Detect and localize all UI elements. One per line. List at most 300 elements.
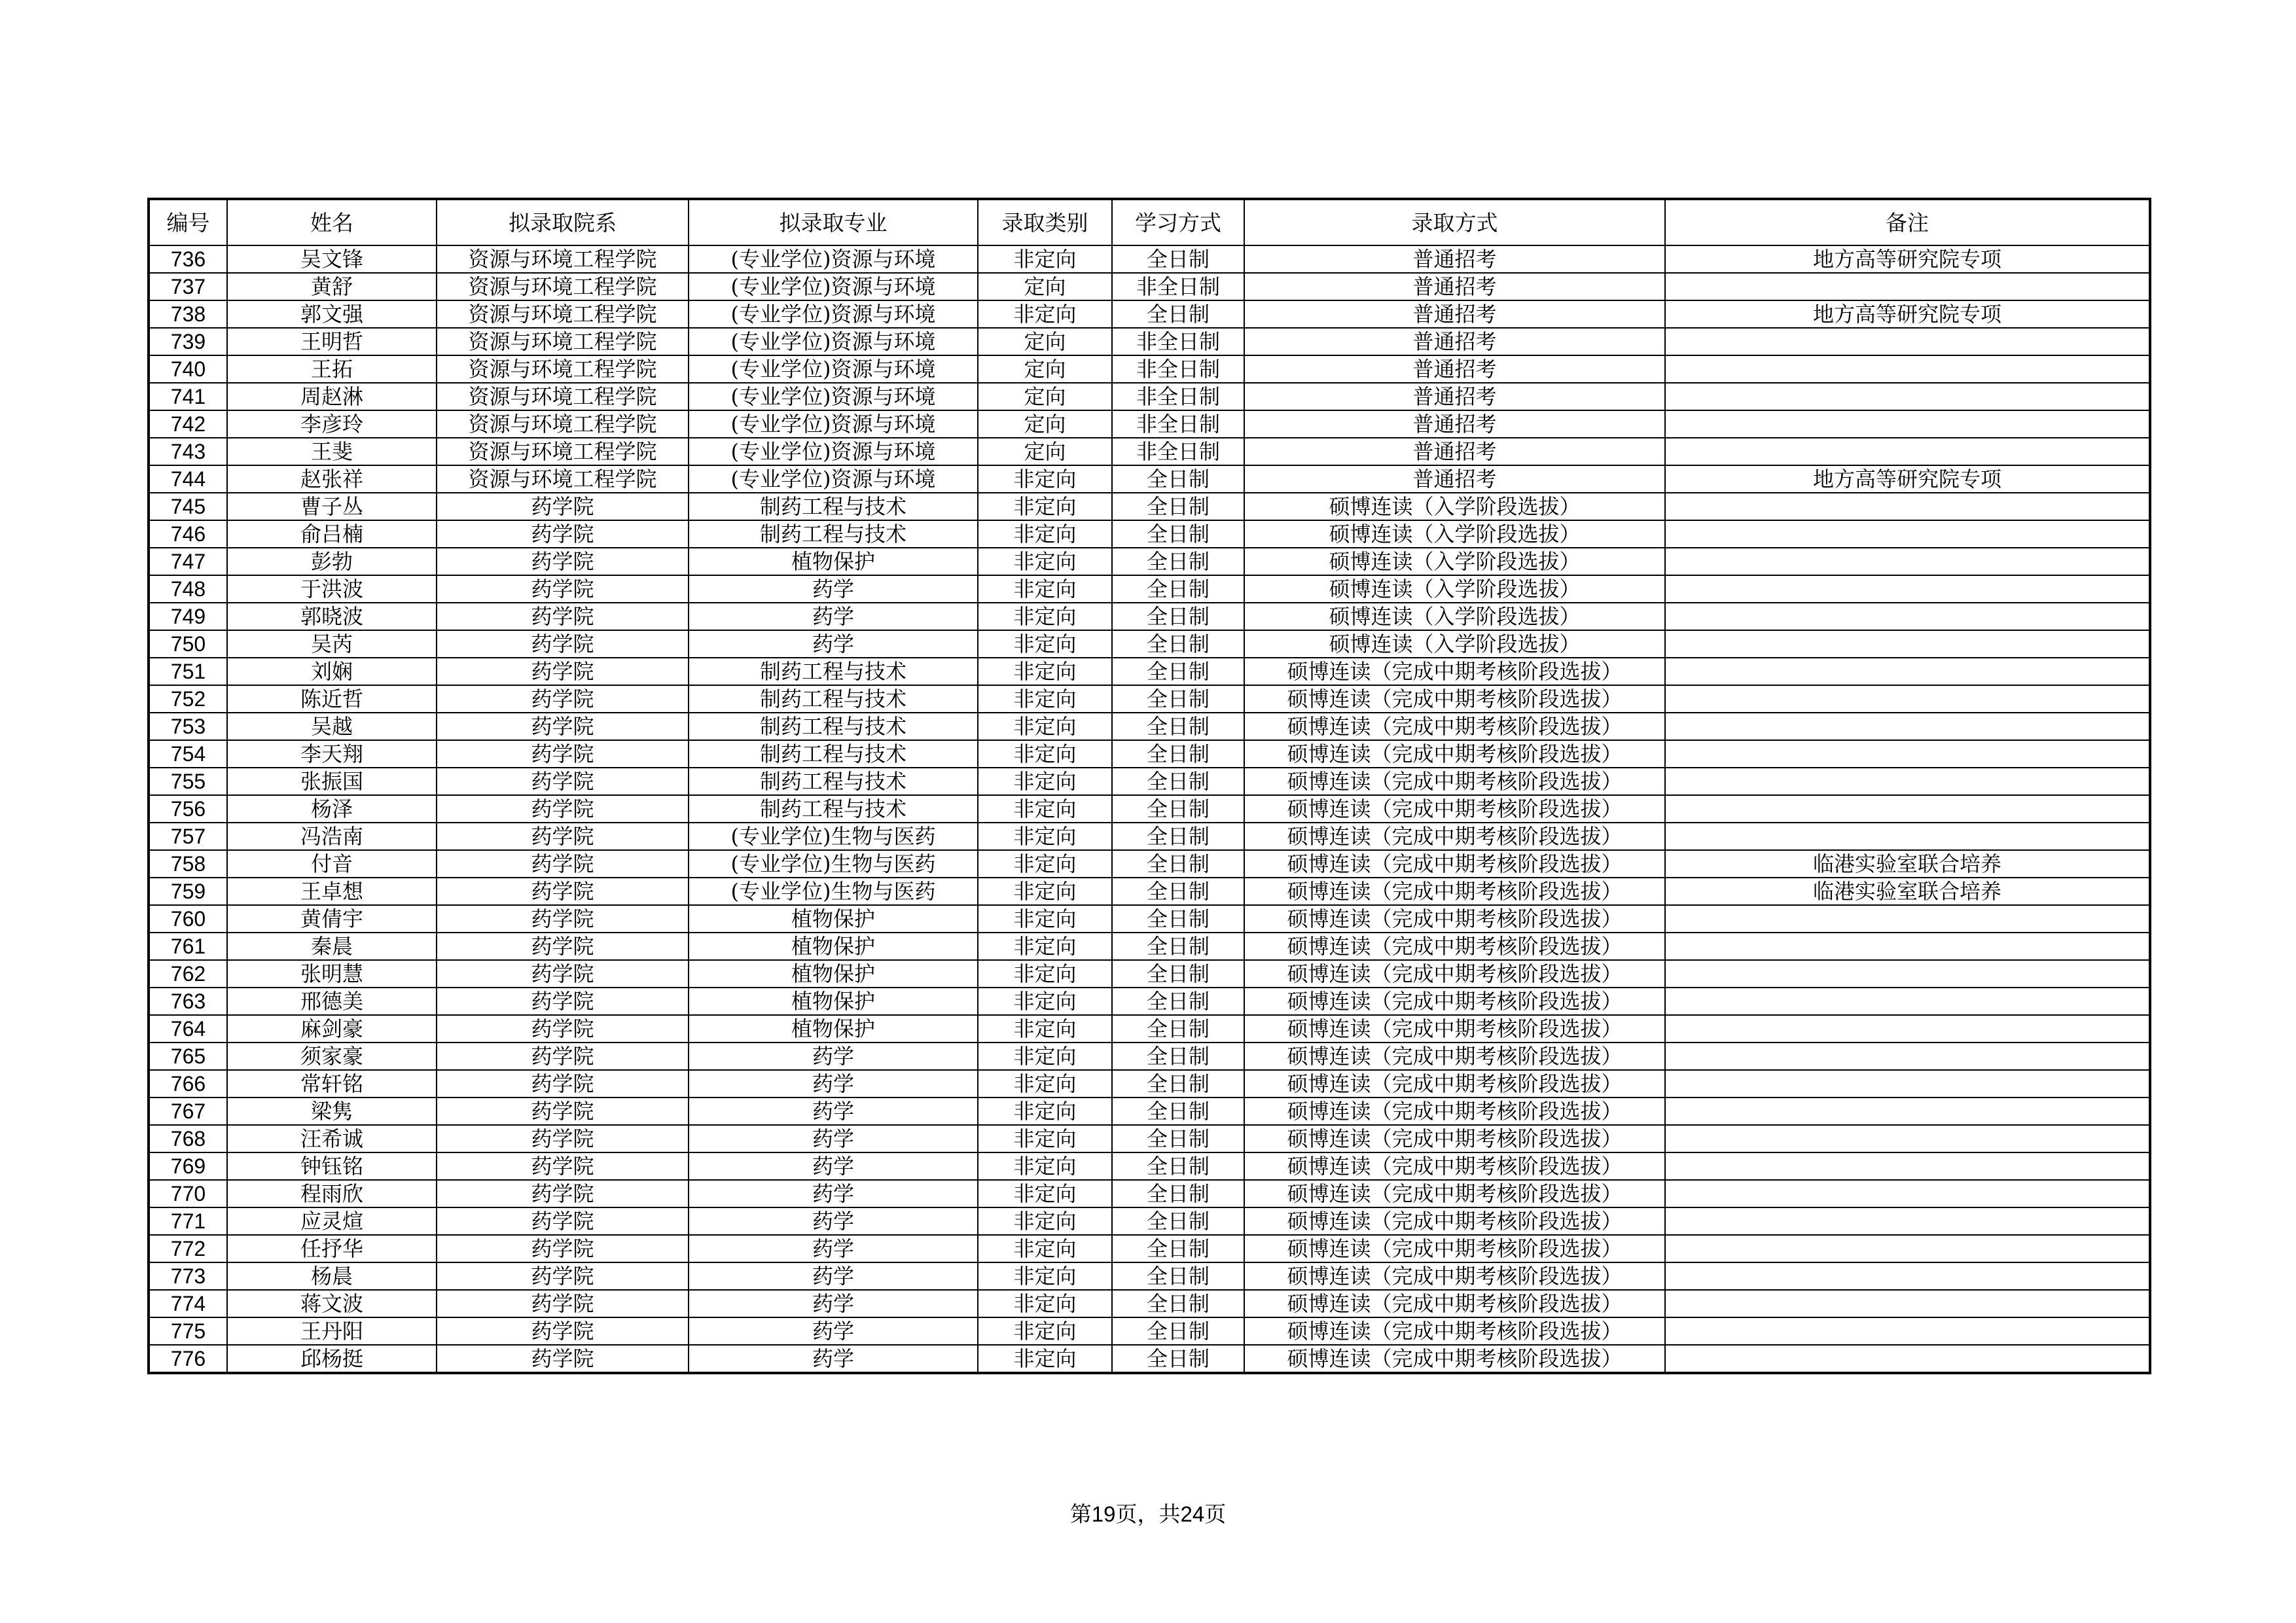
major-cell: 药学 bbox=[689, 1235, 978, 1262]
major-cell: 药学 bbox=[689, 1070, 978, 1097]
header-cell: 录取方式 bbox=[1244, 199, 1665, 245]
name-cell: 张明慧 bbox=[227, 960, 437, 988]
name-cell: 任抒华 bbox=[227, 1235, 437, 1262]
name-cell: 刘娴 bbox=[227, 658, 437, 685]
admission-method-cell: 普通招考 bbox=[1244, 355, 1665, 383]
study-mode-cell: 全日制 bbox=[1112, 1097, 1244, 1125]
id-cell: 736 bbox=[149, 245, 227, 273]
id-cell: 748 bbox=[149, 575, 227, 603]
id-cell: 749 bbox=[149, 603, 227, 630]
major-cell: 药学 bbox=[689, 1262, 978, 1290]
study-mode-cell: 全日制 bbox=[1112, 1262, 1244, 1290]
category-cell: 非定向 bbox=[978, 685, 1112, 713]
remark-cell bbox=[1665, 1262, 2150, 1290]
admission-method-cell: 硕博连读（完成中期考核阶段选拔） bbox=[1244, 905, 1665, 933]
remark-cell bbox=[1665, 1043, 2150, 1070]
id-cell: 773 bbox=[149, 1262, 227, 1290]
remark-cell: 地方高等研究院专项 bbox=[1665, 245, 2150, 273]
category-cell: 非定向 bbox=[978, 1152, 1112, 1180]
admission-method-cell: 硕博连读（完成中期考核阶段选拔） bbox=[1244, 1262, 1665, 1290]
department-cell: 药学院 bbox=[437, 630, 689, 658]
category-cell: 定向 bbox=[978, 355, 1112, 383]
remark-cell bbox=[1665, 713, 2150, 740]
major-cell: 药学 bbox=[689, 630, 978, 658]
admission-method-cell: 硕博连读（完成中期考核阶段选拔） bbox=[1244, 685, 1665, 713]
admission-method-cell: 硕博连读（入学阶段选拔） bbox=[1244, 603, 1665, 630]
name-cell: 王卓想 bbox=[227, 878, 437, 905]
admission-method-cell: 硕博连读（入学阶段选拔） bbox=[1244, 630, 1665, 658]
category-cell: 非定向 bbox=[978, 603, 1112, 630]
table-row bbox=[149, 768, 2150, 795]
study-mode-cell: 全日制 bbox=[1112, 933, 1244, 960]
department-cell: 资源与环境工程学院 bbox=[437, 383, 689, 410]
study-mode-cell: 全日制 bbox=[1112, 823, 1244, 850]
major-cell: 制药工程与技术 bbox=[689, 795, 978, 823]
table-row bbox=[149, 960, 2150, 988]
study-mode-cell: 全日制 bbox=[1112, 905, 1244, 933]
major-cell: 药学 bbox=[689, 1043, 978, 1070]
id-cell: 767 bbox=[149, 1097, 227, 1125]
remark-cell bbox=[1665, 1152, 2150, 1180]
category-cell: 定向 bbox=[978, 328, 1112, 355]
study-mode-cell: 全日制 bbox=[1112, 988, 1244, 1015]
major-cell: 药学 bbox=[689, 603, 978, 630]
major-cell: 药学 bbox=[689, 1152, 978, 1180]
header-cell: 姓名 bbox=[227, 199, 437, 245]
table-row bbox=[149, 520, 2150, 548]
study-mode-cell: 全日制 bbox=[1112, 1043, 1244, 1070]
admission-method-cell: 硕博连读（入学阶段选拔） bbox=[1244, 520, 1665, 548]
id-cell: 740 bbox=[149, 355, 227, 383]
id-cell: 745 bbox=[149, 493, 227, 520]
name-cell: 陈近哲 bbox=[227, 685, 437, 713]
major-cell: 药学 bbox=[689, 1345, 978, 1373]
remark-cell bbox=[1665, 328, 2150, 355]
id-cell: 739 bbox=[149, 328, 227, 355]
table-row bbox=[149, 1207, 2150, 1235]
remark-cell bbox=[1665, 933, 2150, 960]
admission-method-cell: 硕博连读（完成中期考核阶段选拔） bbox=[1244, 740, 1665, 768]
category-cell: 非定向 bbox=[978, 1345, 1112, 1373]
major-cell: 药学 bbox=[689, 575, 978, 603]
major-cell: 制药工程与技术 bbox=[689, 493, 978, 520]
study-mode-cell: 全日制 bbox=[1112, 1015, 1244, 1043]
name-cell: 王明哲 bbox=[227, 328, 437, 355]
table-row bbox=[149, 1043, 2150, 1070]
id-cell: 764 bbox=[149, 1015, 227, 1043]
header-cell: 录取类别 bbox=[978, 199, 1112, 245]
department-cell: 药学院 bbox=[437, 713, 689, 740]
admission-method-cell: 普通招考 bbox=[1244, 273, 1665, 300]
table-row bbox=[149, 795, 2150, 823]
id-cell: 774 bbox=[149, 1290, 227, 1317]
id-cell: 750 bbox=[149, 630, 227, 658]
study-mode-cell: 非全日制 bbox=[1112, 438, 1244, 465]
category-cell: 非定向 bbox=[978, 1262, 1112, 1290]
table-body bbox=[149, 245, 2150, 1373]
id-cell: 741 bbox=[149, 383, 227, 410]
name-cell: 邱杨挺 bbox=[227, 1345, 437, 1373]
admission-method-cell: 硕博连读（完成中期考核阶段选拔） bbox=[1244, 1070, 1665, 1097]
name-cell: 张振国 bbox=[227, 768, 437, 795]
category-cell: 定向 bbox=[978, 410, 1112, 438]
study-mode-cell: 全日制 bbox=[1112, 685, 1244, 713]
department-cell: 药学院 bbox=[437, 850, 689, 878]
remark-cell bbox=[1665, 520, 2150, 548]
name-cell: 钟钰铭 bbox=[227, 1152, 437, 1180]
admission-method-cell: 硕博连读（完成中期考核阶段选拔） bbox=[1244, 988, 1665, 1015]
name-cell: 赵张祥 bbox=[227, 465, 437, 493]
study-mode-cell: 全日制 bbox=[1112, 1070, 1244, 1097]
category-cell: 非定向 bbox=[978, 1235, 1112, 1262]
remark-cell bbox=[1665, 905, 2150, 933]
department-cell: 药学院 bbox=[437, 1097, 689, 1125]
study-mode-cell: 全日制 bbox=[1112, 878, 1244, 905]
admission-method-cell: 硕博连读（完成中期考核阶段选拔） bbox=[1244, 1290, 1665, 1317]
header-cell: 备注 bbox=[1665, 199, 2150, 245]
table-row bbox=[149, 465, 2150, 493]
admission-method-cell: 普通招考 bbox=[1244, 465, 1665, 493]
id-cell: 751 bbox=[149, 658, 227, 685]
remark-cell bbox=[1665, 438, 2150, 465]
name-cell: 程雨欣 bbox=[227, 1180, 437, 1207]
table-row bbox=[149, 1015, 2150, 1043]
name-cell: 冯浩南 bbox=[227, 823, 437, 850]
table-row bbox=[149, 1290, 2150, 1317]
admission-method-cell: 硕博连读（完成中期考核阶段选拔） bbox=[1244, 713, 1665, 740]
study-mode-cell: 全日制 bbox=[1112, 1290, 1244, 1317]
remark-cell bbox=[1665, 1070, 2150, 1097]
major-cell: 制药工程与技术 bbox=[689, 658, 978, 685]
admission-method-cell: 硕博连读（完成中期考核阶段选拔） bbox=[1244, 1345, 1665, 1373]
admission-method-cell: 硕博连读（入学阶段选拔） bbox=[1244, 575, 1665, 603]
department-cell: 药学院 bbox=[437, 1207, 689, 1235]
table-row bbox=[149, 383, 2150, 410]
remark-cell bbox=[1665, 658, 2150, 685]
table-row bbox=[149, 905, 2150, 933]
footer-prefix: 第 bbox=[1069, 1501, 1092, 1527]
admission-method-cell: 普通招考 bbox=[1244, 300, 1665, 328]
major-cell: 制药工程与技术 bbox=[689, 768, 978, 795]
name-cell: 周赵淋 bbox=[227, 383, 437, 410]
study-mode-cell: 全日制 bbox=[1112, 603, 1244, 630]
name-cell: 于洪波 bbox=[227, 575, 437, 603]
table-row bbox=[149, 273, 2150, 300]
name-cell: 吴越 bbox=[227, 713, 437, 740]
major-cell: (专业学位)资源与环境 bbox=[689, 410, 978, 438]
table-row bbox=[149, 300, 2150, 328]
id-cell: 754 bbox=[149, 740, 227, 768]
department-cell: 药学院 bbox=[437, 768, 689, 795]
admission-method-cell: 硕博连读（完成中期考核阶段选拔） bbox=[1244, 1207, 1665, 1235]
major-cell: 制药工程与技术 bbox=[689, 740, 978, 768]
study-mode-cell: 全日制 bbox=[1112, 1180, 1244, 1207]
admission-method-cell: 硕博连读（完成中期考核阶段选拔） bbox=[1244, 960, 1665, 988]
table-row bbox=[149, 548, 2150, 575]
study-mode-cell: 全日制 bbox=[1112, 740, 1244, 768]
footer-total-pages: 24 bbox=[1180, 1502, 1205, 1526]
major-cell: (专业学位)资源与环境 bbox=[689, 273, 978, 300]
category-cell: 非定向 bbox=[978, 1290, 1112, 1317]
department-cell: 药学院 bbox=[437, 548, 689, 575]
admission-method-cell: 普通招考 bbox=[1244, 383, 1665, 410]
category-cell: 非定向 bbox=[978, 575, 1112, 603]
admission-method-cell: 硕博连读（完成中期考核阶段选拔） bbox=[1244, 795, 1665, 823]
admission-method-cell: 普通招考 bbox=[1244, 438, 1665, 465]
table-row bbox=[149, 1235, 2150, 1262]
department-cell: 药学院 bbox=[437, 1345, 689, 1373]
admission-method-cell: 硕博连读（完成中期考核阶段选拔） bbox=[1244, 1125, 1665, 1152]
department-cell: 资源与环境工程学院 bbox=[437, 300, 689, 328]
remark-cell bbox=[1665, 1345, 2150, 1373]
header-cell: 编号 bbox=[149, 199, 227, 245]
id-cell: 757 bbox=[149, 823, 227, 850]
name-cell: 李彦玲 bbox=[227, 410, 437, 438]
table-row bbox=[149, 850, 2150, 878]
name-cell: 黄舒 bbox=[227, 273, 437, 300]
major-cell: (专业学位)资源与环境 bbox=[689, 383, 978, 410]
department-cell: 药学院 bbox=[437, 988, 689, 1015]
name-cell: 麻剑豪 bbox=[227, 1015, 437, 1043]
category-cell: 定向 bbox=[978, 438, 1112, 465]
remark-cell bbox=[1665, 740, 2150, 768]
remark-cell: 地方高等研究院专项 bbox=[1665, 300, 2150, 328]
category-cell: 非定向 bbox=[978, 960, 1112, 988]
major-cell: (专业学位)资源与环境 bbox=[689, 465, 978, 493]
id-cell: 753 bbox=[149, 713, 227, 740]
major-cell: (专业学位)资源与环境 bbox=[689, 355, 978, 383]
admission-method-cell: 普通招考 bbox=[1244, 328, 1665, 355]
remark-cell bbox=[1665, 685, 2150, 713]
table-row bbox=[149, 1317, 2150, 1345]
remark-cell bbox=[1665, 273, 2150, 300]
admission-method-cell: 硕博连读（完成中期考核阶段选拔） bbox=[1244, 933, 1665, 960]
study-mode-cell: 全日制 bbox=[1112, 850, 1244, 878]
id-cell: 763 bbox=[149, 988, 227, 1015]
id-cell: 746 bbox=[149, 520, 227, 548]
admission-method-cell: 硕博连读（完成中期考核阶段选拔） bbox=[1244, 850, 1665, 878]
study-mode-cell: 全日制 bbox=[1112, 548, 1244, 575]
study-mode-cell: 全日制 bbox=[1112, 713, 1244, 740]
major-cell: 药学 bbox=[689, 1290, 978, 1317]
department-cell: 药学院 bbox=[437, 1317, 689, 1345]
remark-cell bbox=[1665, 355, 2150, 383]
category-cell: 非定向 bbox=[978, 988, 1112, 1015]
admission-method-cell: 硕博连读（入学阶段选拔） bbox=[1244, 548, 1665, 575]
admission-method-cell: 硕博连读（完成中期考核阶段选拔） bbox=[1244, 1317, 1665, 1345]
major-cell: 制药工程与技术 bbox=[689, 685, 978, 713]
table-row bbox=[149, 878, 2150, 905]
remark-cell bbox=[1665, 823, 2150, 850]
category-cell: 非定向 bbox=[978, 713, 1112, 740]
name-cell: 秦晨 bbox=[227, 933, 437, 960]
table-row bbox=[149, 410, 2150, 438]
major-cell: 药学 bbox=[689, 1207, 978, 1235]
admission-method-cell: 硕博连读（完成中期考核阶段选拔） bbox=[1244, 1015, 1665, 1043]
id-cell: 775 bbox=[149, 1317, 227, 1345]
study-mode-cell: 非全日制 bbox=[1112, 273, 1244, 300]
study-mode-cell: 全日制 bbox=[1112, 493, 1244, 520]
table-row bbox=[149, 713, 2150, 740]
remark-cell: 临港实验室联合培养 bbox=[1665, 850, 2150, 878]
category-cell: 非定向 bbox=[978, 1097, 1112, 1125]
category-cell: 非定向 bbox=[978, 465, 1112, 493]
study-mode-cell: 全日制 bbox=[1112, 768, 1244, 795]
admission-method-cell: 硕博连读（完成中期考核阶段选拔） bbox=[1244, 1235, 1665, 1262]
study-mode-cell: 非全日制 bbox=[1112, 355, 1244, 383]
category-cell: 非定向 bbox=[978, 1070, 1112, 1097]
name-cell: 俞吕楠 bbox=[227, 520, 437, 548]
department-cell: 药学院 bbox=[437, 740, 689, 768]
admission-method-cell: 普通招考 bbox=[1244, 245, 1665, 273]
department-cell: 药学院 bbox=[437, 520, 689, 548]
study-mode-cell: 全日制 bbox=[1112, 1345, 1244, 1373]
major-cell: 植物保护 bbox=[689, 960, 978, 988]
category-cell: 非定向 bbox=[978, 658, 1112, 685]
department-cell: 药学院 bbox=[437, 1070, 689, 1097]
major-cell: (专业学位)资源与环境 bbox=[689, 300, 978, 328]
table-row bbox=[149, 823, 2150, 850]
name-cell: 郭晓波 bbox=[227, 603, 437, 630]
name-cell: 彭勃 bbox=[227, 548, 437, 575]
admission-method-cell: 硕博连读（完成中期考核阶段选拔） bbox=[1244, 768, 1665, 795]
name-cell: 杨晨 bbox=[227, 1262, 437, 1290]
category-cell: 非定向 bbox=[978, 933, 1112, 960]
table-row bbox=[149, 1262, 2150, 1290]
department-cell: 药学院 bbox=[437, 1152, 689, 1180]
department-cell: 药学院 bbox=[437, 1290, 689, 1317]
id-cell: 766 bbox=[149, 1070, 227, 1097]
id-cell: 771 bbox=[149, 1207, 227, 1235]
remark-cell bbox=[1665, 1180, 2150, 1207]
study-mode-cell: 全日制 bbox=[1112, 465, 1244, 493]
footer-middle: 页，共 bbox=[1115, 1501, 1181, 1527]
name-cell: 黄倩宇 bbox=[227, 905, 437, 933]
category-cell: 定向 bbox=[978, 273, 1112, 300]
page-footer bbox=[0, 1497, 2296, 1528]
study-mode-cell: 全日制 bbox=[1112, 658, 1244, 685]
header-cell: 学习方式 bbox=[1112, 199, 1244, 245]
category-cell: 非定向 bbox=[978, 1317, 1112, 1345]
id-cell: 760 bbox=[149, 905, 227, 933]
id-cell: 758 bbox=[149, 850, 227, 878]
category-cell: 非定向 bbox=[978, 245, 1112, 273]
table-row bbox=[149, 1152, 2150, 1180]
major-cell: 药学 bbox=[689, 1180, 978, 1207]
category-cell: 非定向 bbox=[978, 740, 1112, 768]
id-cell: 765 bbox=[149, 1043, 227, 1070]
remark-cell bbox=[1665, 575, 2150, 603]
remark-cell bbox=[1665, 603, 2150, 630]
category-cell: 非定向 bbox=[978, 1015, 1112, 1043]
table-row bbox=[149, 740, 2150, 768]
name-cell: 蒋文波 bbox=[227, 1290, 437, 1317]
id-cell: 743 bbox=[149, 438, 227, 465]
table-row bbox=[149, 658, 2150, 685]
footer-suffix: 页 bbox=[1204, 1501, 1227, 1527]
department-cell: 资源与环境工程学院 bbox=[437, 438, 689, 465]
name-cell: 付音 bbox=[227, 850, 437, 878]
major-cell: 药学 bbox=[689, 1125, 978, 1152]
id-cell: 770 bbox=[149, 1180, 227, 1207]
id-cell: 772 bbox=[149, 1235, 227, 1262]
major-cell: (专业学位)生物与医药 bbox=[689, 823, 978, 850]
id-cell: 759 bbox=[149, 878, 227, 905]
department-cell: 药学院 bbox=[437, 1180, 689, 1207]
admission-method-cell: 硕博连读（完成中期考核阶段选拔） bbox=[1244, 823, 1665, 850]
table-row bbox=[149, 493, 2150, 520]
id-cell: 737 bbox=[149, 273, 227, 300]
department-cell: 药学院 bbox=[437, 1015, 689, 1043]
admission-method-cell: 硕博连读（入学阶段选拔） bbox=[1244, 493, 1665, 520]
study-mode-cell: 非全日制 bbox=[1112, 410, 1244, 438]
study-mode-cell: 全日制 bbox=[1112, 520, 1244, 548]
department-cell: 药学院 bbox=[437, 1125, 689, 1152]
name-cell: 王丹阳 bbox=[227, 1317, 437, 1345]
study-mode-cell: 全日制 bbox=[1112, 245, 1244, 273]
remark-cell bbox=[1665, 1125, 2150, 1152]
major-cell: 制药工程与技术 bbox=[689, 713, 978, 740]
table-row bbox=[149, 1345, 2150, 1373]
remark-cell bbox=[1665, 548, 2150, 575]
category-cell: 非定向 bbox=[978, 823, 1112, 850]
id-cell: 762 bbox=[149, 960, 227, 988]
department-cell: 资源与环境工程学院 bbox=[437, 465, 689, 493]
name-cell: 常轩铭 bbox=[227, 1070, 437, 1097]
table-row bbox=[149, 1125, 2150, 1152]
study-mode-cell: 全日制 bbox=[1112, 960, 1244, 988]
department-cell: 药学院 bbox=[437, 933, 689, 960]
table-row bbox=[149, 1097, 2150, 1125]
study-mode-cell: 全日制 bbox=[1112, 1317, 1244, 1345]
table-row bbox=[149, 1070, 2150, 1097]
study-mode-cell: 全日制 bbox=[1112, 1125, 1244, 1152]
department-cell: 药学院 bbox=[437, 823, 689, 850]
name-cell: 李天翔 bbox=[227, 740, 437, 768]
remark-cell bbox=[1665, 1235, 2150, 1262]
department-cell: 药学院 bbox=[437, 493, 689, 520]
category-cell: 非定向 bbox=[978, 1125, 1112, 1152]
admission-method-cell: 硕博连读（完成中期考核阶段选拔） bbox=[1244, 1152, 1665, 1180]
category-cell: 非定向 bbox=[978, 768, 1112, 795]
department-cell: 药学院 bbox=[437, 603, 689, 630]
admission-method-cell: 硕博连读（完成中期考核阶段选拔） bbox=[1244, 658, 1665, 685]
category-cell: 非定向 bbox=[978, 520, 1112, 548]
remark-cell bbox=[1665, 410, 2150, 438]
name-cell: 邢德美 bbox=[227, 988, 437, 1015]
department-cell: 资源与环境工程学院 bbox=[437, 328, 689, 355]
remark-cell bbox=[1665, 1097, 2150, 1125]
name-cell: 杨泽 bbox=[227, 795, 437, 823]
id-cell: 761 bbox=[149, 933, 227, 960]
major-cell: 药学 bbox=[689, 1317, 978, 1345]
department-cell: 资源与环境工程学院 bbox=[437, 245, 689, 273]
header-cell: 拟录取院系 bbox=[437, 199, 689, 245]
name-cell: 须家豪 bbox=[227, 1043, 437, 1070]
name-cell: 吴芮 bbox=[227, 630, 437, 658]
study-mode-cell: 全日制 bbox=[1112, 795, 1244, 823]
remark-cell bbox=[1665, 383, 2150, 410]
department-cell: 药学院 bbox=[437, 658, 689, 685]
department-cell: 资源与环境工程学院 bbox=[437, 355, 689, 383]
major-cell: 植物保护 bbox=[689, 905, 978, 933]
remark-cell bbox=[1665, 1290, 2150, 1317]
remark-cell: 地方高等研究院专项 bbox=[1665, 465, 2150, 493]
study-mode-cell: 非全日制 bbox=[1112, 328, 1244, 355]
remark-cell bbox=[1665, 768, 2150, 795]
name-cell: 郭文强 bbox=[227, 300, 437, 328]
admission-method-cell: 普通招考 bbox=[1244, 410, 1665, 438]
